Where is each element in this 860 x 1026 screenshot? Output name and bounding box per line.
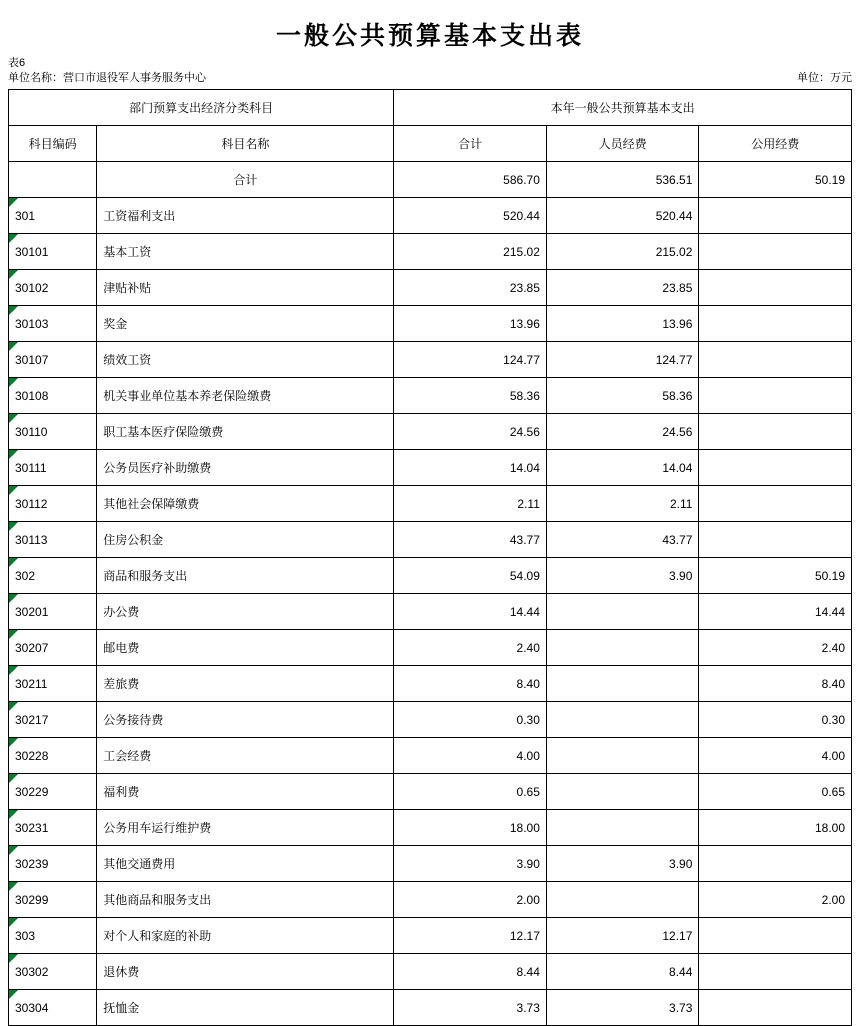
meta-row-unit (8, 71, 852, 86)
cell-subject-name: 基本工资 (97, 234, 394, 270)
cell-personnel (546, 630, 699, 666)
table-body (9, 162, 852, 1026)
cell-total: 8.40 (394, 666, 547, 702)
cell-total: 4.00 (394, 738, 547, 774)
table-row (9, 738, 852, 774)
page-title: 一般公共预算基本支出表 (275, 23, 584, 50)
cell-total: 586.70 (394, 162, 547, 198)
table-row (9, 918, 852, 954)
cell-total: 24.56 (394, 414, 547, 450)
cell-personnel: 3.90 (546, 846, 699, 882)
cell-personnel: 3.73 (546, 990, 699, 1026)
table-row (9, 954, 852, 990)
cell-public (699, 918, 852, 954)
cell-code: 30228 (9, 738, 97, 774)
cell-subject-name: 公务用车运行维护费 (97, 810, 394, 846)
cell-public: 8.40 (699, 666, 852, 702)
cell-code: 30112 (9, 486, 97, 522)
column-header-personnel: 人员经费 (546, 126, 699, 162)
table-row (9, 774, 852, 810)
cell-total: 2.00 (394, 882, 547, 918)
cell-total: 43.77 (394, 522, 547, 558)
cell-public (699, 234, 852, 270)
cell-code: 30304 (9, 990, 97, 1026)
cell-public: 2.40 (699, 630, 852, 666)
cell-subject-name: 其他交通费用 (97, 846, 394, 882)
cell-subject-name: 公务接待费 (97, 702, 394, 738)
cell-personnel: 12.17 (546, 918, 699, 954)
cell-public (699, 198, 852, 234)
cell-personnel: 43.77 (546, 522, 699, 558)
cell-code: 302 (9, 558, 97, 594)
cell-total: 12.17 (394, 918, 547, 954)
cell-code: 301 (9, 198, 97, 234)
cell-code: 30101 (9, 234, 97, 270)
unit-name-value: 营口市退役军人事务服务中心 (63, 72, 206, 84)
cell-public (699, 270, 852, 306)
cell-code: 30302 (9, 954, 97, 990)
table-row (9, 666, 852, 702)
table-row (9, 810, 852, 846)
budget-table (8, 89, 852, 1026)
cell-subject-name: 其他社会保障缴费 (97, 486, 394, 522)
cell-code (9, 162, 97, 198)
cell-public: 4.00 (699, 738, 852, 774)
table-row (9, 270, 852, 306)
table-number: 表6 (8, 57, 26, 69)
cell-public: 2.00 (699, 882, 852, 918)
table-row (9, 882, 852, 918)
cell-code: 30102 (9, 270, 97, 306)
cell-code: 30113 (9, 522, 97, 558)
cell-subject-name: 住房公积金 (97, 522, 394, 558)
cell-personnel: 8.44 (546, 954, 699, 990)
cell-code: 30239 (9, 846, 97, 882)
cell-total: 3.90 (394, 846, 547, 882)
table-row (9, 846, 852, 882)
cell-personnel: 215.02 (546, 234, 699, 270)
column-header-total: 合计 (394, 126, 547, 162)
cell-code: 30231 (9, 810, 97, 846)
cell-total: 23.85 (394, 270, 547, 306)
cell-public (699, 522, 852, 558)
cell-code: 30103 (9, 306, 97, 342)
cell-subject-name: 机关事业单位基本养老保险缴费 (97, 378, 394, 414)
cell-code: 30229 (9, 774, 97, 810)
currency-unit: 单位：万元 (797, 72, 852, 84)
cell-public (699, 846, 852, 882)
cell-public: 0.65 (699, 774, 852, 810)
cell-personnel: 24.56 (546, 414, 699, 450)
group-header-budget: 本年一般公共预算基本支出 (394, 90, 852, 126)
cell-code: 30107 (9, 342, 97, 378)
cell-total: 3.73 (394, 990, 547, 1026)
table-row (9, 378, 852, 414)
table-row (9, 558, 852, 594)
cell-personnel (546, 738, 699, 774)
cell-personnel (546, 882, 699, 918)
cell-code: 30111 (9, 450, 97, 486)
cell-subject-name: 绩效工资 (97, 342, 394, 378)
cell-subject-name: 福利费 (97, 774, 394, 810)
cell-personnel (546, 666, 699, 702)
table-row (9, 702, 852, 738)
cell-total: 18.00 (394, 810, 547, 846)
cell-total: 2.40 (394, 630, 547, 666)
cell-personnel: 536.51 (546, 162, 699, 198)
cell-personnel: 2.11 (546, 486, 699, 522)
cell-total: 0.30 (394, 702, 547, 738)
cell-public (699, 414, 852, 450)
table-row (9, 522, 852, 558)
cell-public (699, 378, 852, 414)
table-row (9, 630, 852, 666)
column-header-code: 科目编码 (9, 126, 97, 162)
table-row (9, 234, 852, 270)
cell-subject-name: 邮电费 (97, 630, 394, 666)
cell-subject-name: 差旅费 (97, 666, 394, 702)
cell-personnel (546, 810, 699, 846)
cell-subject-name: 抚恤金 (97, 990, 394, 1026)
cell-code: 30110 (9, 414, 97, 450)
cell-total: 520.44 (394, 198, 547, 234)
table-head (9, 90, 852, 162)
table-row (9, 486, 852, 522)
cell-total: 2.11 (394, 486, 547, 522)
cell-subject-name: 工资福利支出 (97, 198, 394, 234)
table-row (9, 414, 852, 450)
table-row (9, 450, 852, 486)
cell-total: 8.44 (394, 954, 547, 990)
unit-name-line (8, 71, 206, 86)
cell-subject-name: 职工基本医疗保险缴费 (97, 414, 394, 450)
table-row (9, 594, 852, 630)
cell-code: 30108 (9, 378, 97, 414)
cell-personnel (546, 774, 699, 810)
cell-total: 58.36 (394, 378, 547, 414)
cell-code: 30217 (9, 702, 97, 738)
document-meta (0, 56, 860, 86)
cell-subject-name: 公务员医疗补助缴费 (97, 450, 394, 486)
cell-public: 50.19 (699, 162, 852, 198)
cell-subject-name: 退休费 (97, 954, 394, 990)
table-row (9, 306, 852, 342)
cell-subject-name: 奖金 (97, 306, 394, 342)
cell-code: 30299 (9, 882, 97, 918)
cell-personnel: 58.36 (546, 378, 699, 414)
cell-code: 30207 (9, 630, 97, 666)
group-header-subject: 部门预算支出经济分类科目 (9, 90, 394, 126)
cell-public (699, 954, 852, 990)
cell-subject-name: 津贴补贴 (97, 270, 394, 306)
cell-total: 14.04 (394, 450, 547, 486)
meta-row-table-number (8, 56, 852, 71)
budget-table-wrap (0, 86, 860, 1026)
cell-code: 30211 (9, 666, 97, 702)
cell-public (699, 450, 852, 486)
table-row (9, 162, 852, 198)
table-group-header-row (9, 90, 852, 126)
cell-subject-name: 合计 (97, 162, 394, 198)
cell-code: 30201 (9, 594, 97, 630)
unit-name-label: 单位名称： (8, 72, 63, 84)
cell-subject-name: 对个人和家庭的补助 (97, 918, 394, 954)
cell-total: 13.96 (394, 306, 547, 342)
cell-personnel: 23.85 (546, 270, 699, 306)
cell-code: 303 (9, 918, 97, 954)
cell-total: 0.65 (394, 774, 547, 810)
cell-personnel (546, 702, 699, 738)
cell-subject-name: 商品和服务支出 (97, 558, 394, 594)
cell-total: 124.77 (394, 342, 547, 378)
cell-personnel: 13.96 (546, 306, 699, 342)
column-header-name: 科目名称 (97, 126, 394, 162)
cell-subject-name: 办公费 (97, 594, 394, 630)
cell-total: 14.44 (394, 594, 547, 630)
cell-public: 14.44 (699, 594, 852, 630)
cell-personnel: 124.77 (546, 342, 699, 378)
cell-subject-name: 工会经费 (97, 738, 394, 774)
table-row (9, 342, 852, 378)
table-row (9, 198, 852, 234)
column-header-public: 公用经费 (699, 126, 852, 162)
cell-public (699, 342, 852, 378)
cell-public: 18.00 (699, 810, 852, 846)
cell-public (699, 306, 852, 342)
cell-personnel (546, 594, 699, 630)
cell-public: 50.19 (699, 558, 852, 594)
cell-public (699, 486, 852, 522)
table-column-header-row (9, 126, 852, 162)
cell-personnel: 14.04 (546, 450, 699, 486)
cell-personnel: 520.44 (546, 198, 699, 234)
cell-personnel: 3.90 (546, 558, 699, 594)
cell-total: 54.09 (394, 558, 547, 594)
cell-subject-name: 其他商品和服务支出 (97, 882, 394, 918)
cell-public: 0.30 (699, 702, 852, 738)
cell-total: 215.02 (394, 234, 547, 270)
